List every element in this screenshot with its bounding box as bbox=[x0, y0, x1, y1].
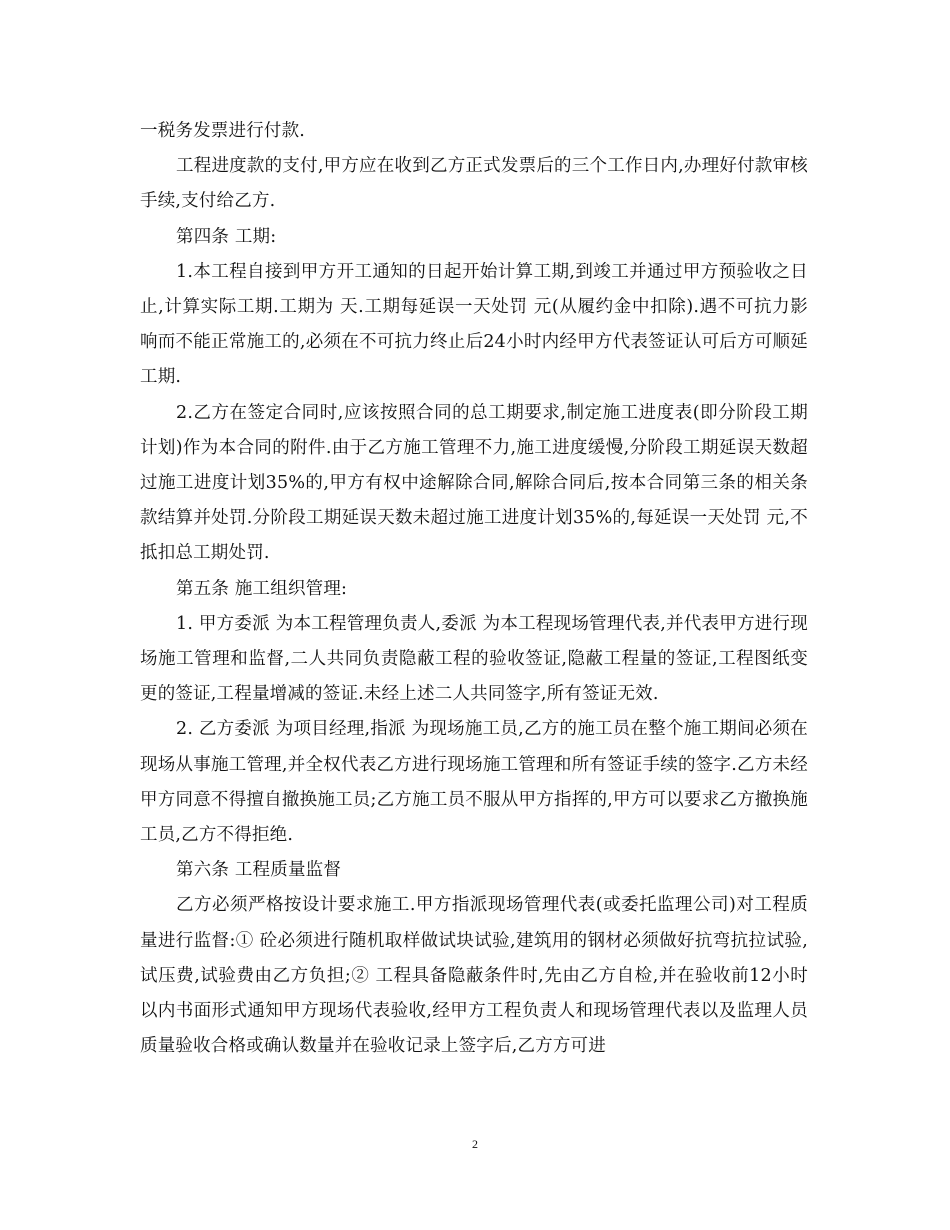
paragraph-article-5-item-1: 1. 甲方委派 为本工程管理负责人,委派 为本工程现场管理代表,并代表甲方进行现场施工管理和监督,二人共同负责隐蔽工程的验收签证,隐蔽工程量的签证,工程图纸变更的签证,工程量增减的签证.未经上述二人共同签字,所有签证无效. bbox=[140, 613, 808, 705]
paragraph-payment-invoice: 一税务发票进行付款. bbox=[140, 121, 306, 141]
document-body bbox=[140, 114, 808, 1064]
section-heading-article-5: 第五条 施工组织管理: bbox=[176, 578, 348, 599]
page-number: 2 bbox=[472, 1137, 478, 1151]
section-heading-article-6: 第六条 工程质量监督 bbox=[176, 860, 342, 881]
section-heading-article-4: 第四条 工期: bbox=[176, 226, 277, 247]
paragraph-article-4-item-2: 2.乙方在签定合同时,应该按照合同的总工期要求,制定施工进度表(即分阶段工期计划)作为本合同的附件.由于乙方施工管理不力,施工进度缓慢,分阶段工期延误天数超过施工进度计划35%的,甲方有权中途解除合同,解除合同后,按本合同第三条的相关条款结算并处罚.分阶段工期延误天数未超过施工进度计划35%的,每延误一天处罚 元,不抵扣总工期处罚. bbox=[140, 402, 808, 564]
paragraph-article-4-item-1: 1.本工程自接到甲方开工通知的日起开始计算工期,到竣工并通过甲方预验收之日止,计算实际工期.工期为 天.工期每延误一天处罚 元(从履约金中扣除).遇不可抗力影响而不能正常施工的,必须在不可抗力终止后24小时内经甲方代表签证认可后方可顺延工期. bbox=[140, 261, 808, 388]
paragraph-progress-payment: 工程进度款的支付,甲方应在收到乙方正式发票后的三个工作日内,办理好付款审核手续,支付给乙方. bbox=[140, 156, 808, 212]
paragraph-article-5-item-2: 2. 乙方委派 为项目经理,指派 为现场施工员,乙方的施工员在整个施工期间必须在现场从事施工管理,并全权代表乙方进行现场施工管理和所有签证手续的签字.乙方未经甲方同意不得擅自撤换施工员;乙方施工员不服从甲方指挥的,甲方可以要求乙方撤换施工员,乙方不得拒绝. bbox=[140, 719, 808, 846]
paragraph-article-6-quality: 乙方必须严格按设计要求施工.甲方指派现场管理代表(或委托监理公司)对工程质量进行监督:① 砼必须进行随机取样做试块试验,建筑用的钢材必须做好抗弯抗拉试验,试压费,试验费由乙方负担;② 工程具备隐蔽条件时,先由乙方自检,并在验收前12小时以内书面形式通知甲方现场代表验收,经甲方工程负责人和现场管理代表以及监理人员质量验收合格或确认数量并在验收记录上签字后,乙方方可进 bbox=[140, 895, 808, 1057]
